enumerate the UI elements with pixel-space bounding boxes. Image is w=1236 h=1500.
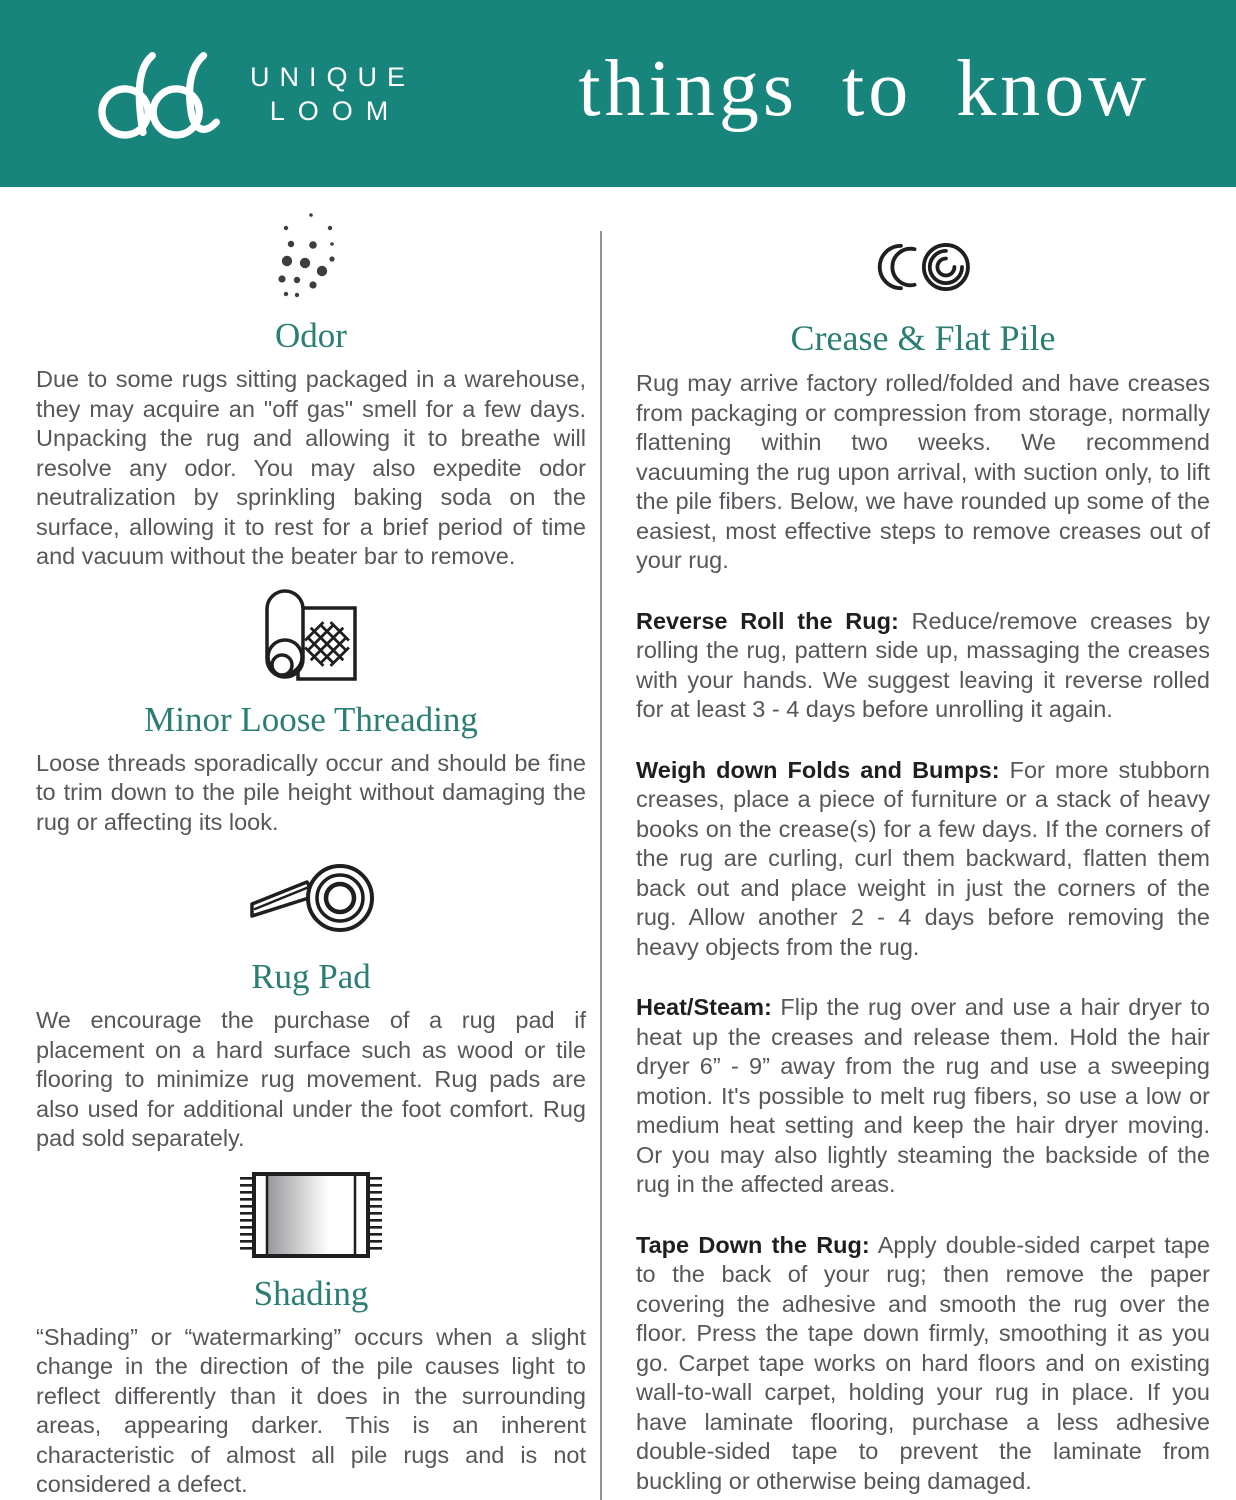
unique-loom-logo-icon	[96, 44, 224, 144]
section-crease-flat-pile	[636, 239, 1210, 1496]
brand-name-line2: LOOM	[269, 95, 402, 126]
tip-text-heat-steam: Flip the rug over and use a hair dryer to heat up the creases and release them. Hold the hair dryer 6” - 9” away from the rug and use a sweeping motion. It's possible to melt rug fibers, so use a low or medium heat setting and keep the hair dryer moving. Or you may also lightly steaming the backside of the rug in the affected areas.	[636, 994, 1210, 1197]
page-header	[0, 0, 1236, 187]
section-body-minor-loose-threading: Loose threads sporadically occur and should be fine to trim down to the pile height without damaging the rug or affecting its look.	[36, 749, 586, 835]
tip-label-reverse-roll: Reverse Roll the Rug:	[636, 607, 899, 634]
section-body-shading: “Shading” or “watermarking” occurs when a slight change in the direction of the pile causes light to reflect differently than it does in the surrounding areas, appearing darker. This is an inherent characteristic of almost all pile rugs and is not considered a defect.	[36, 1323, 586, 1497]
tip-heat-steam	[636, 993, 1210, 1200]
section-heading-rug-pad: Rug Pad	[251, 957, 371, 996]
fringed-rug-icon	[36, 1169, 586, 1261]
tip-weigh-down	[636, 756, 1210, 963]
tip-label-heat-steam: Heat/Steam:	[636, 994, 772, 1020]
right-column	[600, 211, 1236, 1500]
section-intro-crease-flat-pile: Rug may arrive factory rolled/folded and have creases from packaging or compression from storage, normally flattening within two weeks. We recommend vacuuming the rug upon arrival, with suction only, to lift the pile fibers. Below, we have rounded up some of the easiest, most effective steps to remove creases out of your rug.	[636, 370, 1210, 573]
section-heading-crease-flat-pile: Crease & Flat Pile	[790, 318, 1056, 358]
left-column	[0, 211, 600, 1500]
section-rug-pad	[36, 852, 586, 1154]
brand-name	[250, 60, 415, 128]
tip-text-reverse-roll: Reduce/remove creases by rolling the rug, pattern side up, massaging the creases with your hands. We suggest leaving it reverse rolled for at least 3 - 4 days before unrolling it again.	[636, 607, 1210, 722]
section-heading-odor: Odor	[275, 316, 347, 355]
tip-label-tape-down: Tape Down the Rug:	[636, 1231, 870, 1258]
tip-reverse-roll	[636, 607, 1210, 725]
content-area	[0, 187, 1236, 1500]
brand-name-line1: UNIQUE	[250, 61, 416, 92]
page-title: things to know	[578, 45, 1150, 133]
section-body-rug-pad: We encourage the purchase of a rug pad if placement on a hard surface such as wood or tile flooring to minimize rug movement. Rug pads are also used for additional under the foot comfort. Rug pad sold separately.	[36, 1007, 586, 1151]
section-odor	[36, 211, 586, 572]
section-minor-loose-threading	[36, 587, 586, 838]
section-heading-shading: Shading	[253, 1273, 369, 1313]
tip-label-weigh-down: Weigh down Folds and Bumps:	[636, 756, 1000, 783]
section-heading-minor-loose-threading: Minor Loose Threading	[144, 699, 478, 739]
section-shading	[36, 1169, 586, 1500]
odor-dots-icon	[36, 211, 586, 303]
tip-text-tape-down: Apply double-sided carpet tape to the back of your rug; then remove the paper covering the adhesive and smooth the rug over the floor. Press the tape down firmly, smoothing it as you go. Carpet tape works on hard floors and on existing wall-to-wall carpet, holding your rug in place. If you have laminate flooring, purchase a less adhesive double-sided tape to prevent the laminate from buckling or otherwise being damaged.	[636, 1231, 1210, 1494]
partially-unrolled-rug-icon	[36, 587, 586, 687]
tip-text-weigh-down: For more stubborn creases, place a piece of furniture or a stack of heavy books on the crease(s) for a few days. If the corners of the rug are curling, curl them backward, flatten them back out and place weight in just the corners of the rug. Allow another 2 - 4 days before removing the heavy objects from the rug.	[636, 756, 1210, 960]
column-divider	[600, 231, 602, 1500]
tip-tape-down	[636, 1231, 1210, 1497]
rolled-rug-spiral-icon	[636, 239, 1210, 295]
rug-pad-roll-icon	[36, 852, 586, 944]
section-body-odor: Due to some rugs sitting packaged in a warehouse, they may acquire an "off gas" smell for a few days. Unpacking the rug and allowing it to breathe will resolve any odor. You may also expedite odor neutralization by sprinkling baking soda on the surface, allowing it to rest for a brief period of time and vacuum without the beater bar to remove.	[36, 366, 586, 569]
brand-block	[96, 44, 415, 144]
